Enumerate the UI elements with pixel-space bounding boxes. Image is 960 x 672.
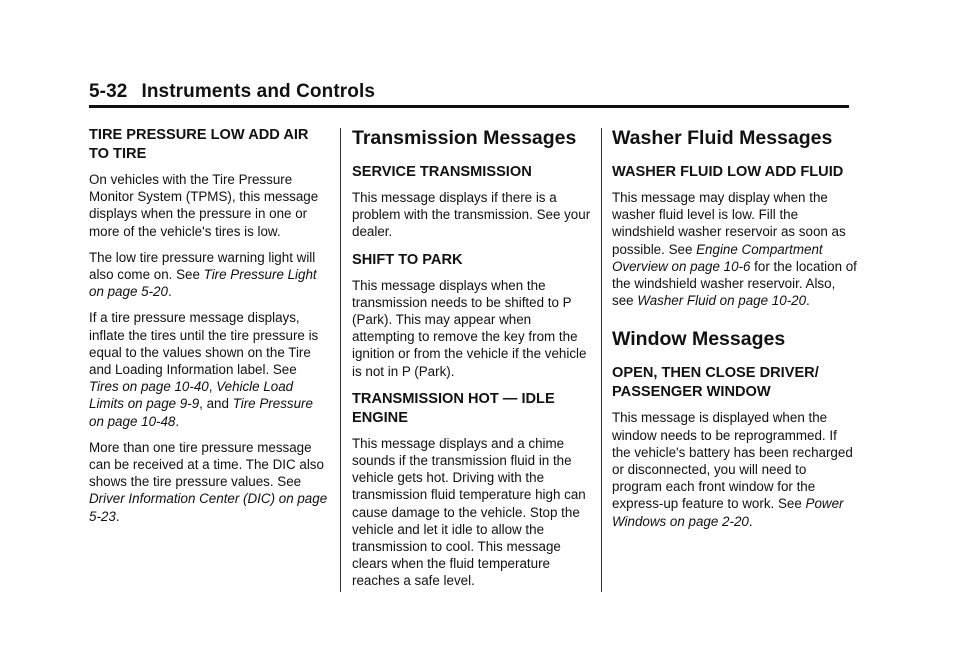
shift-to-park-paragraph: This message displays when the transmission needs to be shifted to P (Park). This may appear when attempting to remove the key from the ignition or from the vehicle if the vehicle is not in P (Park).	[352, 277, 587, 379]
cross-reference-link[interactable]: Vehicle Load Limits on page 9-9	[89, 379, 294, 412]
header-rule	[89, 105, 849, 108]
window-reprogram-paragraph: This message is displayed when the window needs to be reprogrammed. If the vehicle's battery has been recharged or disconnected, you will need to program each front window for the express-up feature to work. See Power Windows on page 2-20.	[612, 410, 853, 529]
tire-pressure-paragraph: On vehicles with the Tire Pressure Monitor System (TPMS), this message displays when the pressure in one or more of the vehicle's tires is low.	[89, 172, 319, 239]
service-transmission-heading: SERVICE TRANSMISSION	[352, 164, 532, 180]
page-number: 5-32	[89, 81, 128, 102]
window-messages-title: Window Messages	[612, 328, 786, 351]
transmission-messages-title: Transmission Messages	[352, 127, 577, 149]
tire-pressure-heading: TIRE PRESSURE LOW ADD AIR TO TIRE	[89, 127, 309, 162]
cross-reference-link[interactable]: Tire Pressure Light on page 5-20	[89, 267, 317, 300]
washer-fluid-messages-title: Washer Fluid Messages	[612, 127, 833, 149]
shift-to-park-heading: SHIFT TO PARK	[352, 251, 463, 268]
column-washer-window	[612, 126, 858, 540]
washer-fluid-low-heading: WASHER FLUID LOW ADD FLUID	[612, 164, 844, 180]
cross-reference-link[interactable]: Driver Information Center (DIC) on page 5-23	[89, 491, 328, 524]
tire-pressure-paragraph: More than one tire pressure message can be received at a time. The DIC also shows the tire pressure values. See Driver Information Center (DIC) on page 5-23.	[89, 439, 328, 524]
cross-reference-link[interactable]: Tire Pressure on page 10-48	[89, 396, 313, 429]
transmission-hot-paragraph: This message displays and a chime sounds if the transmission fluid in the vehicle gets hot. Driving with the transmission fluid temperature high can cause damage to the vehicle. Stop the vehicle and let it idle to allow the transmission to cool. This message clears when the fluid temperature reaches a safe level.	[352, 435, 586, 589]
cross-reference-link[interactable]: Washer Fluid on page 10-20	[637, 293, 807, 309]
tire-pressure-paragraph: If a tire pressure message displays, inflate the tires until the tire pressure is equal to the values shown on the Tire and Loading Information label. See Tires on page 10-40, Vehicle Load Limits on page 9-9, and Tire Pressure on page 10-48.	[89, 310, 319, 429]
column-transmission	[352, 126, 592, 600]
column-divider	[340, 128, 341, 592]
column-divider	[601, 128, 602, 592]
cross-reference-link[interactable]: Power Windows on page 2-20	[612, 496, 844, 529]
washer-fluid-paragraph: This message may display when the washer fluid level is low. Fill the windshield washer reservoir as soon as possible. See Engine Compartment Overview on page 10-6 for the location of the windshield washer reservoir. Also, see Washer Fluid on page 10-20.	[612, 190, 857, 309]
section-title: Instruments and Controls	[141, 81, 376, 102]
window-reprogram-heading: OPEN, THEN CLOSE DRIVER/ PASSENGER WINDOW	[612, 365, 819, 401]
cross-reference-link[interactable]: Tires on page 10-40	[89, 379, 209, 395]
service-transmission-paragraph: This message displays if there is a problem with the transmission. See your dealer.	[352, 190, 591, 240]
tire-pressure-paragraph: The low tire pressure warning light will also come on. See Tire Pressure Light on page 5-20.	[89, 249, 317, 300]
page-header	[89, 81, 375, 103]
transmission-hot-heading: TRANSMISSION HOT — IDLE ENGINE	[352, 390, 555, 426]
cross-reference-link[interactable]: Engine Compartment Overview on page 10-6	[612, 241, 823, 274]
column-tire-pressure	[89, 126, 329, 534]
